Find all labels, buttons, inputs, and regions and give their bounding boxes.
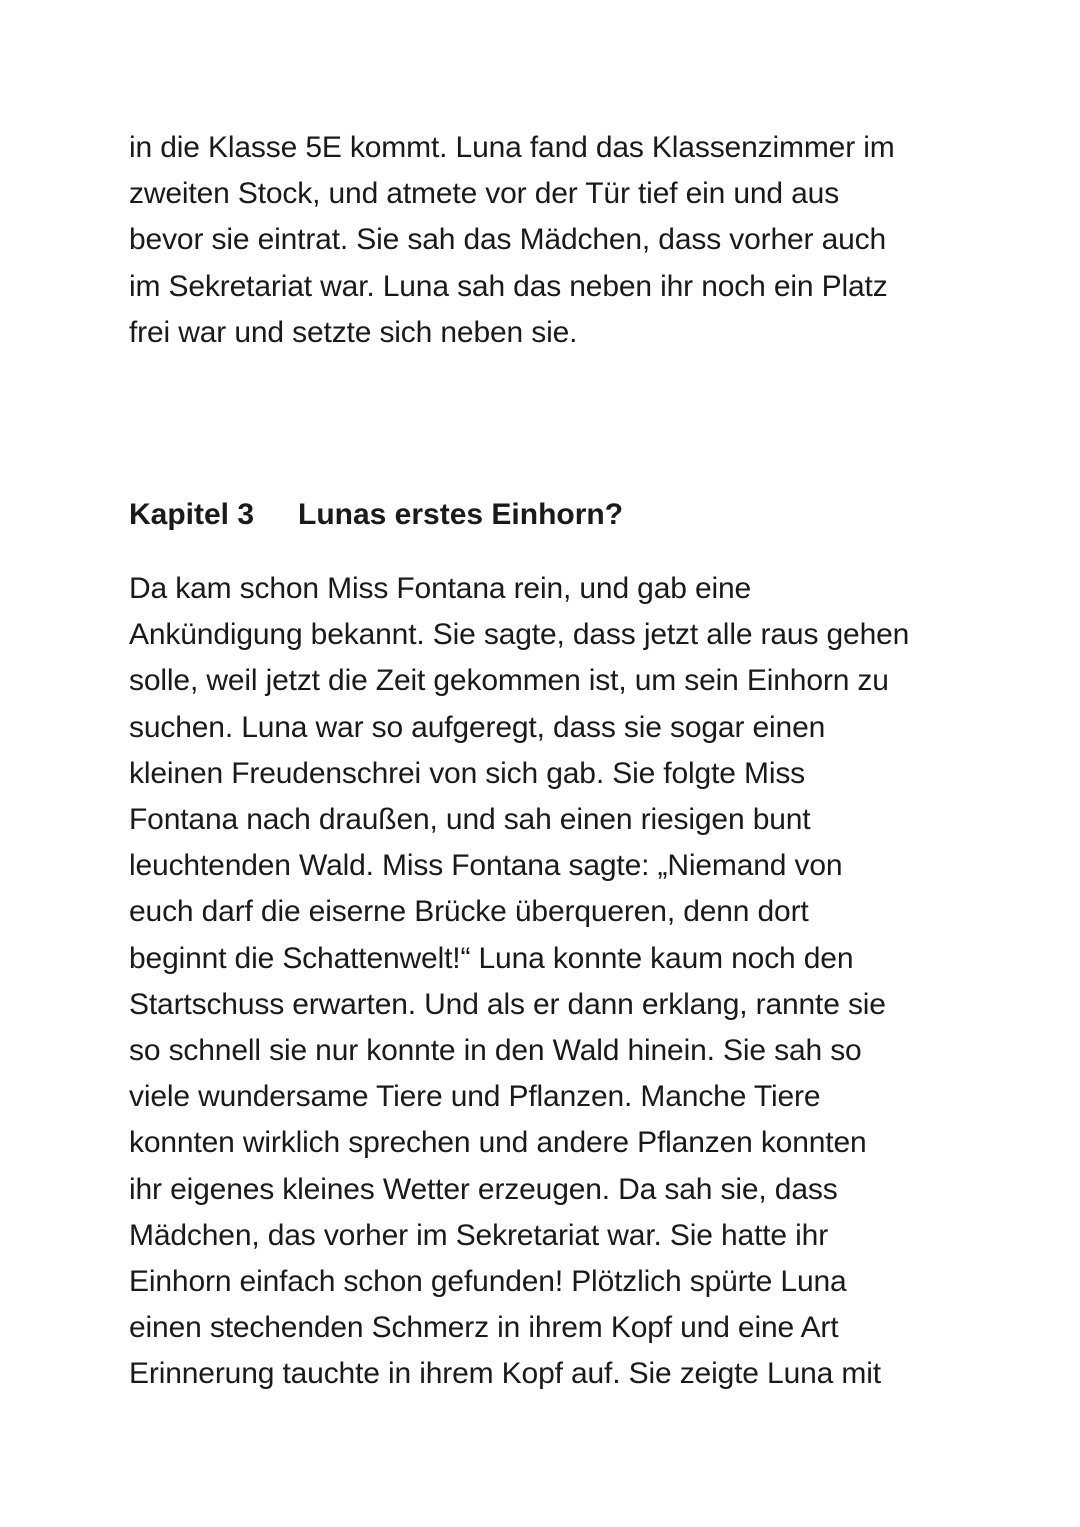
text-line: Ankündigung bekannt. Sie sagte, dass jetzt alle raus gehen [129,618,910,652]
text-line: konnten wirklich sprechen und andere Pflanzen konnten [129,1126,867,1160]
text-line: in die Klasse 5E kommt. Luna fand das Klassenzimmer im [129,131,895,164]
text-line: Erinnerung tauchte in ihrem Kopf auf. Sie zeigte Luna mit [129,1357,881,1391]
text-line: Startschuss erwarten. Und als er dann erklang, rannte sie [129,987,886,1021]
text-line: zweiten Stock, und atmete vor der Tür tief ein und aus [129,177,840,211]
text-line: so schnell sie nur konnte in den Wald hinein. Sie sah so [129,1034,862,1068]
text-line: suchen. Luna war so aufgeregt, dass sie sogar einen [129,710,826,744]
text-line: einen stechenden Schmerz in ihrem Kopf und eine Art [129,1311,839,1345]
intro-paragraph [129,125,959,356]
text-line: Fontana nach draußen, und sah einen riesigen bunt [129,803,811,837]
text-line: beginnt die Schattenwelt!“ Luna konnte kaum noch den [129,941,854,975]
text-line: Mädchen, das vorher im Sekretariat war. Sie hatte ihr [129,1218,829,1252]
text-line: frei war und setzte sich neben sie. [129,315,578,349]
text-line: euch darf die eiserne Brücke überqueren, denn dort [129,895,809,929]
text-line: viele wundersame Tiere und Pflanzen. Manche Tiere [129,1080,821,1114]
text-line: Einhorn einfach schon gefunden! Plötzlich spürte Luna [129,1265,847,1299]
text-line: leuchtenden Wald. Miss Fontana sagte: „Niemand von [129,849,843,883]
text-line: ihr eigenes kleines Wetter erzeugen. Da sah sie, dass [129,1172,838,1206]
text-line: im Sekretariat war. Luna sah das neben ihr noch ein Platz [129,269,888,303]
chapter-number: Kapitel 3 [129,498,255,531]
chapter-heading [129,492,623,538]
text-line: Da kam schon Miss Fontana rein, und gab eine [129,572,752,605]
text-line: bevor sie eintrat. Sie sah das Mädchen, dass vorher auch [129,223,887,257]
text-line: kleinen Freudenschrei von sich gab. Sie folgte Miss [129,756,806,790]
chapter-paragraph [129,566,959,1398]
text-line: solle, weil jetzt die Zeit gekommen ist, um sein Einhorn zu [129,664,889,698]
chapter-title: Lunas erstes Einhorn? [298,498,624,531]
